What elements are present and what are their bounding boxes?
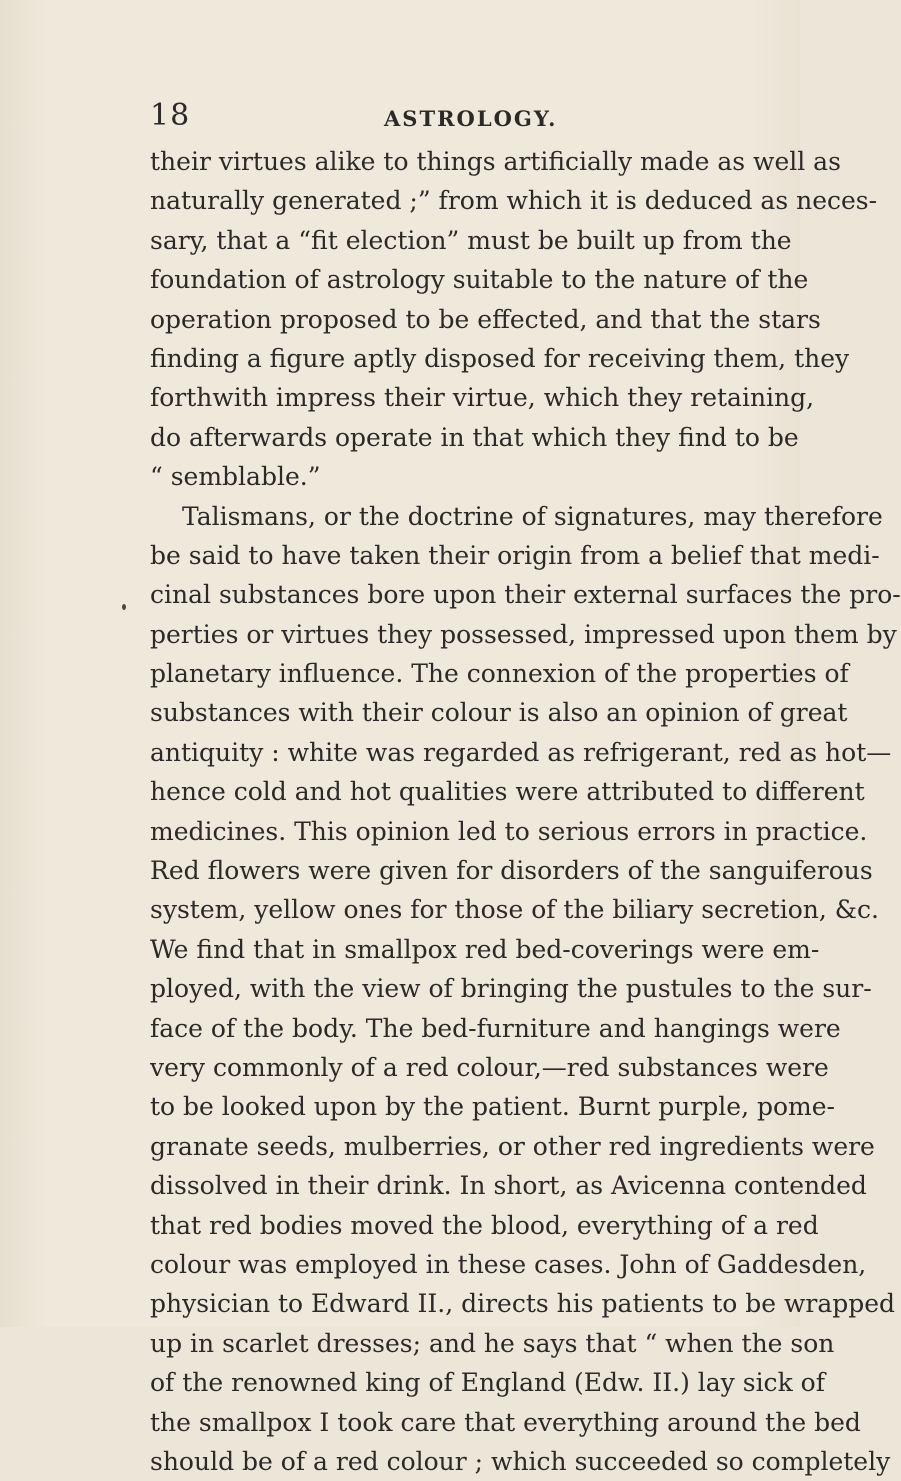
- text-line: medicines. This opinion led to serious errors in practice.: [150, 816, 868, 846]
- text-line: the smallpox I took care that everything around the bed: [150, 1407, 861, 1437]
- text-line: antiquity : white was regarded as refrigerant, red as hot—: [150, 737, 892, 767]
- body-text: [150, 142, 901, 1481]
- text-line: be said to have taken their origin from a belief that medi-: [150, 540, 880, 570]
- text-line: Red flowers were given for disorders of the sanguiferous: [150, 856, 873, 886]
- text-line: planetary influence. The connexion of the properties of: [150, 659, 849, 689]
- text-line: We find that in smallpox red bed-coverings were em-: [150, 934, 820, 964]
- text-line: face of the body. The bed-furniture and hangings were: [150, 1013, 841, 1043]
- text-line: dissolved in their drink. In short, as Avicenna contended: [150, 1171, 867, 1201]
- text-line: physician to Edward II., directs his patients to be wrapped: [150, 1289, 896, 1319]
- text-line: foundation of astrology suitable to the nature of the: [150, 265, 809, 295]
- text-line: hence cold and hot qualities were attributed to different: [150, 777, 865, 807]
- text-line: colour was employed in these cases. John of Gaddesden,: [150, 1249, 867, 1279]
- text-line: to be looked upon by the patient. Burnt purple, pome-: [150, 1092, 835, 1122]
- text-line: very commonly of a red colour,—red substances were: [150, 1052, 829, 1082]
- text-line: “ semblable.”: [150, 462, 321, 492]
- text-line: finding a figure aptly disposed for receiving them, they: [150, 343, 850, 373]
- ink-speck: [122, 604, 126, 610]
- text-line: perties or virtues they possessed, impressed upon them by: [150, 619, 897, 649]
- text-line: should be of a red colour ; which succeeded so completely: [150, 1446, 891, 1476]
- text-line: naturally generated ;” from which it is deduced as neces-: [150, 186, 878, 216]
- text-line: operation proposed to be effected, and that the stars: [150, 304, 821, 334]
- text-line: their virtues alike to things artificially made as well as: [150, 147, 841, 176]
- page-number: 18: [150, 98, 191, 133]
- text-line: do afterwards operate in that which they find to be: [150, 422, 799, 452]
- text-line: that red bodies moved the blood, everything of a red: [150, 1210, 819, 1240]
- text-line: granate seeds, mulberries, or other red ingredients were: [150, 1131, 875, 1161]
- text-line: system, yellow ones for those of the biliary secretion, &c.: [150, 895, 879, 925]
- text-line: ployed, with the view of bringing the pustules to the sur-: [150, 974, 872, 1004]
- text-line: up in scarlet dresses; and he says that “ when the son: [150, 1328, 835, 1358]
- text-line: substances with their colour is also an opinion of great: [150, 698, 848, 728]
- text-line: forthwith impress their virtue, which they retaining,: [150, 383, 815, 413]
- running-head: [150, 98, 730, 138]
- running-title: ASTROLOGY.: [384, 106, 558, 131]
- text-line: cinal substances bore upon their external surfaces the pro-: [150, 580, 901, 610]
- text-line: Talismans, or the doctrine of signatures, may therefore: [182, 501, 883, 531]
- text-line: of the renowned king of England (Edw. II.) lay sick of: [150, 1368, 825, 1398]
- text-line: sary, that a “fit election” must be built up from the: [150, 225, 792, 255]
